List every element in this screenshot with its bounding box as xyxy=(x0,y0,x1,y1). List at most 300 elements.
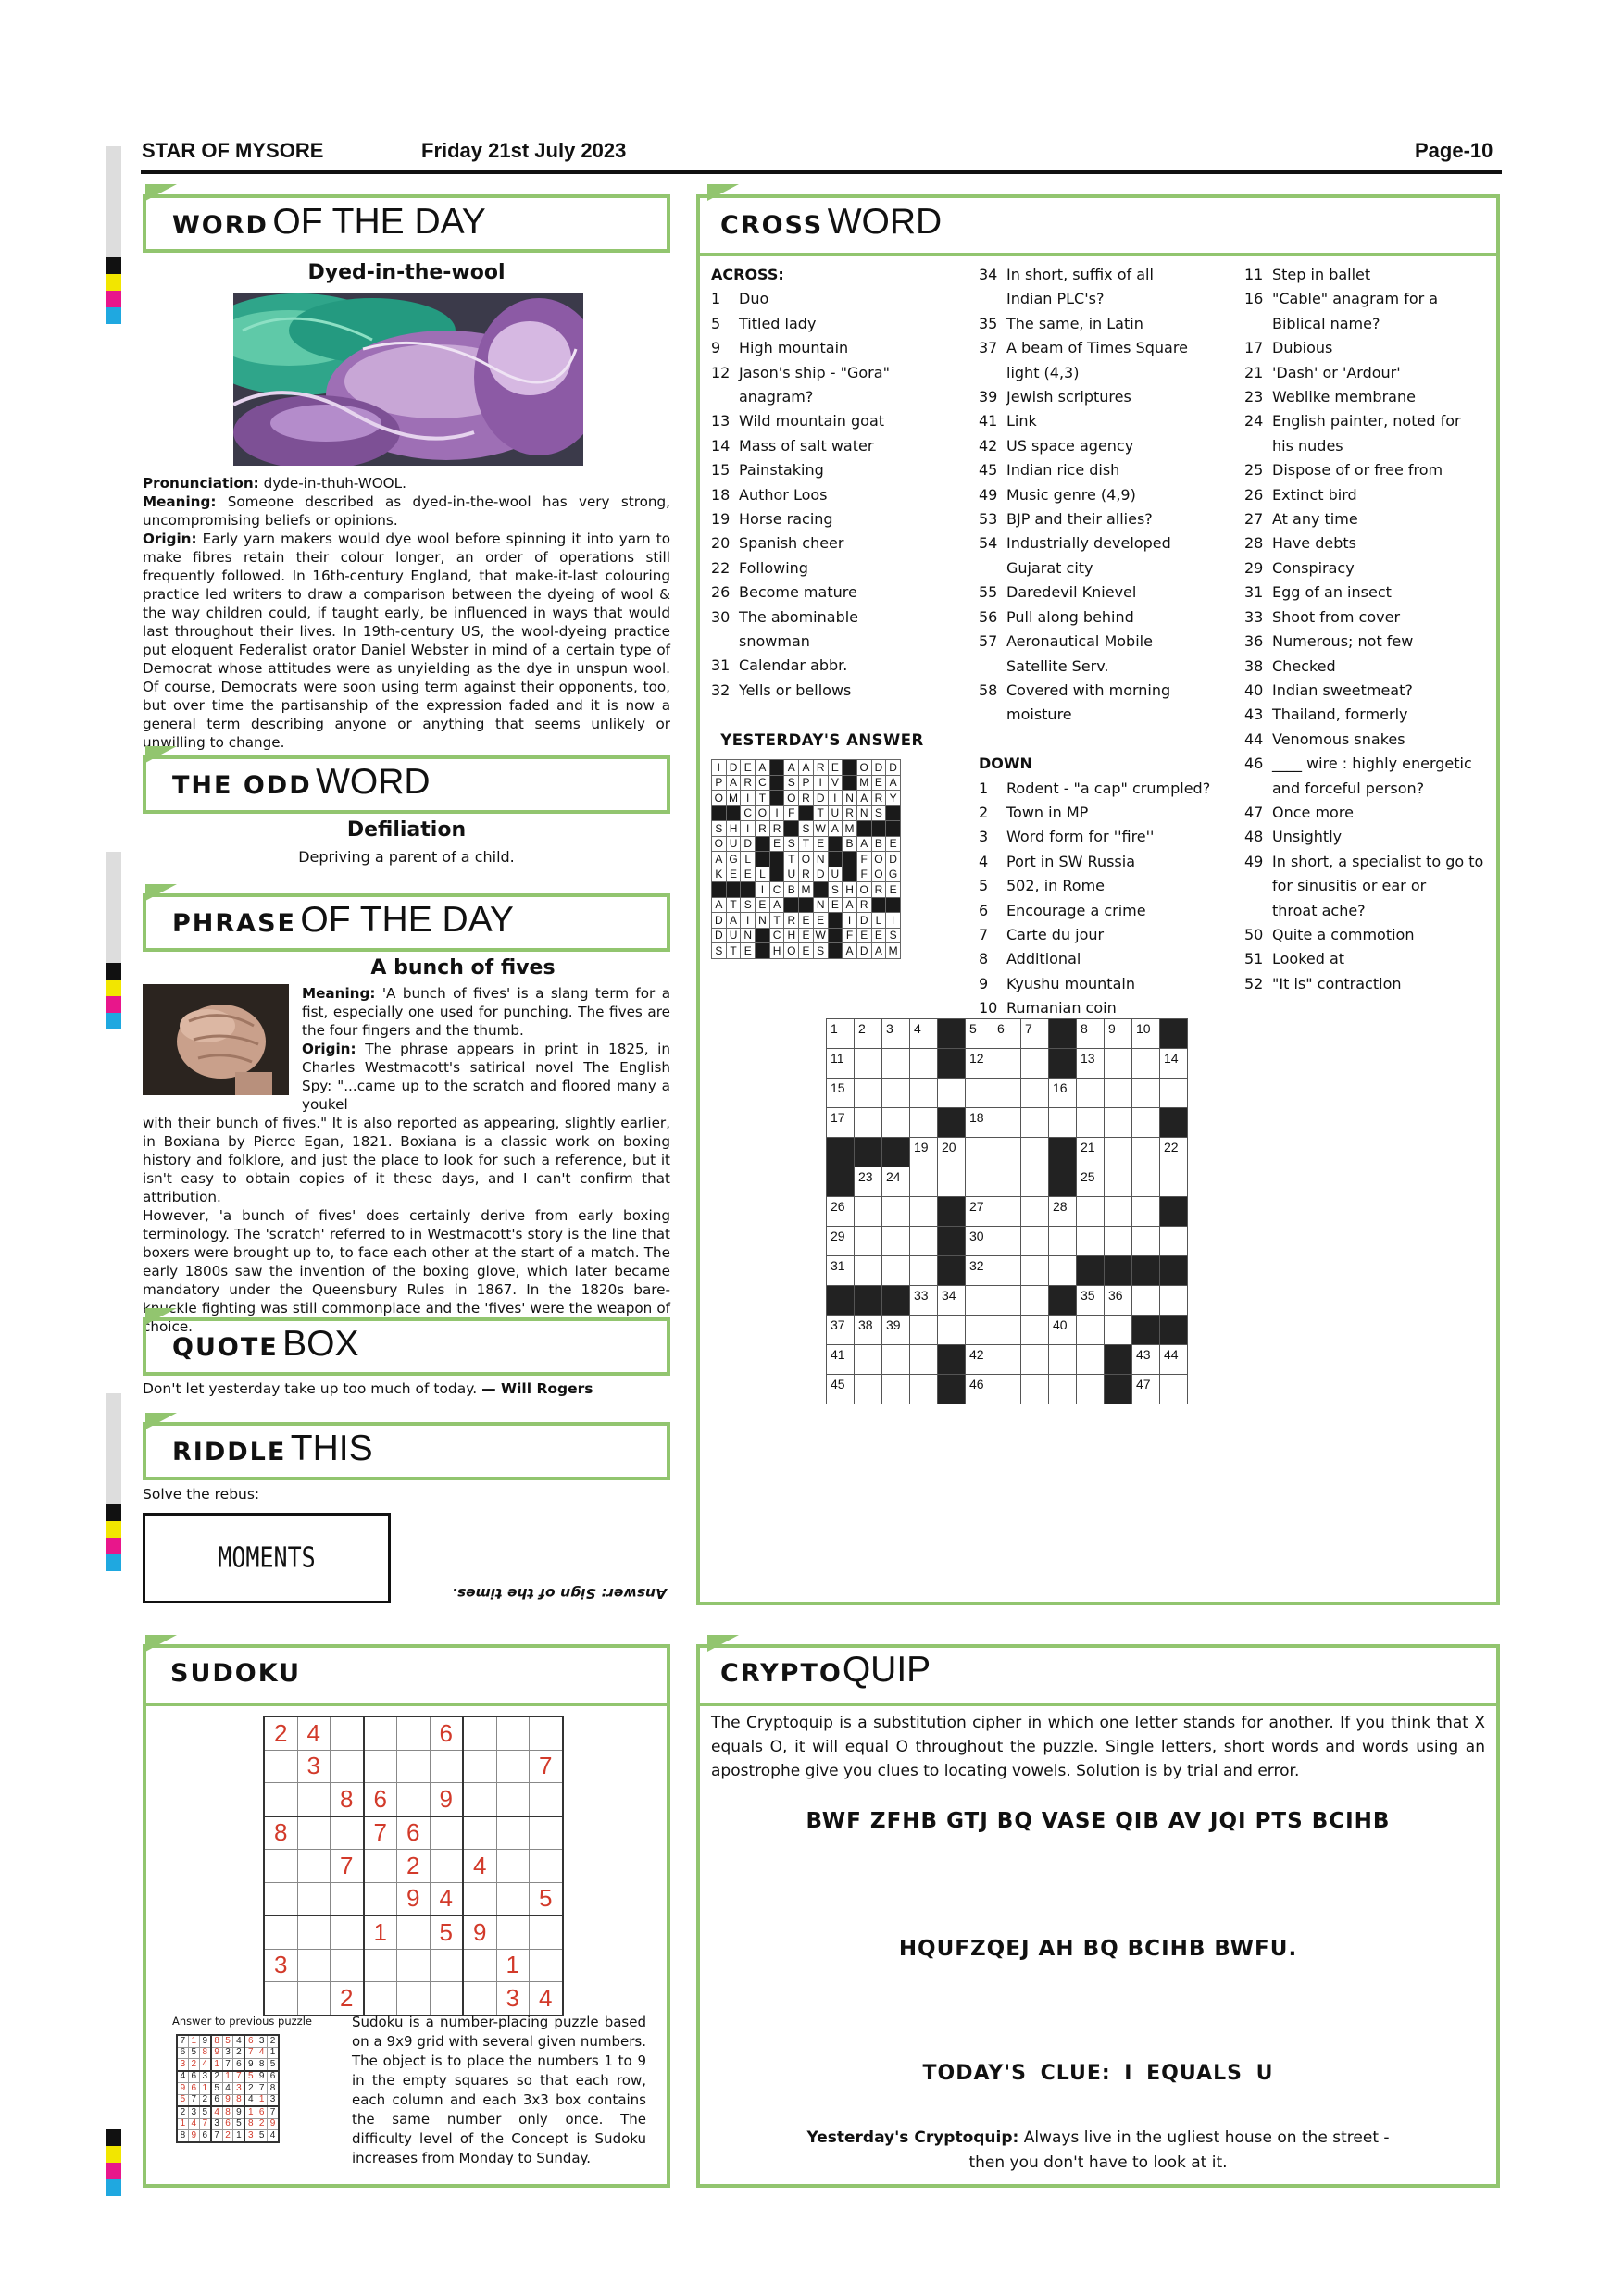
crossword-cell[interactable] xyxy=(993,1316,1021,1345)
crossword-cell[interactable] xyxy=(966,1049,993,1079)
crossword-cell[interactable] xyxy=(938,1316,966,1345)
yesterday-letter-cell: U xyxy=(726,928,741,943)
crossword-cell[interactable] xyxy=(966,1227,993,1256)
clue-number: 10 xyxy=(979,999,998,1017)
crossword-cell[interactable] xyxy=(855,1019,882,1049)
clue-text: Industrially developed xyxy=(1006,534,1171,553)
sudoku-empty-cell[interactable] xyxy=(430,1750,463,1783)
across-clue xyxy=(979,312,1229,336)
sudoku-empty-cell[interactable] xyxy=(496,1716,530,1750)
crossword-cell[interactable] xyxy=(1077,1019,1105,1049)
crossword-cell[interactable] xyxy=(1132,1375,1160,1404)
crossword-cell[interactable] xyxy=(827,1345,855,1375)
crossword-cell[interactable] xyxy=(1077,1138,1105,1167)
crossword-cell[interactable] xyxy=(1021,1167,1049,1197)
rebus-word: MOMENTS xyxy=(218,1541,316,1574)
crossword-cell[interactable] xyxy=(1105,1138,1132,1167)
crossword-cell[interactable] xyxy=(882,1256,910,1286)
down-clue xyxy=(1244,336,1487,360)
yesterday-black-cell xyxy=(741,882,756,898)
crossword-cell[interactable] xyxy=(1021,1256,1049,1286)
sudoku-empty-cell[interactable] xyxy=(297,1915,331,1949)
yesterday-black-cell xyxy=(799,805,814,821)
crossword-black-cell xyxy=(827,1167,855,1197)
sudoku-grid[interactable] xyxy=(263,1716,564,2016)
crossword-black-cell xyxy=(827,1286,855,1316)
crossword-cell[interactable] xyxy=(1049,1079,1077,1108)
crossword-cell[interactable] xyxy=(910,1256,938,1286)
crossword-cell[interactable] xyxy=(855,1345,882,1375)
crossword-cell[interactable] xyxy=(855,1108,882,1138)
sudoku-empty-cell[interactable] xyxy=(331,1716,364,1750)
sudoku-empty-cell[interactable] xyxy=(331,1816,364,1850)
sudoku-empty-cell[interactable] xyxy=(530,1949,563,1982)
clue-text: 502, in Rome xyxy=(1006,877,1105,895)
yesterday-letter-cell: R xyxy=(756,821,770,837)
crossword-cell[interactable] xyxy=(1049,1197,1077,1227)
crossword-cell[interactable] xyxy=(966,1079,993,1108)
sudoku-empty-cell[interactable] xyxy=(530,1716,563,1750)
sudoku-empty-cell[interactable] xyxy=(397,1716,431,1750)
crossword-cell[interactable] xyxy=(910,1167,938,1197)
crossword-cell[interactable] xyxy=(910,1345,938,1375)
sudoku-empty-cell[interactable] xyxy=(463,1949,496,1982)
sudoku-empty-cell[interactable] xyxy=(463,1716,496,1750)
crossword-cell[interactable] xyxy=(1105,1227,1132,1256)
crossword-cell[interactable] xyxy=(1132,1108,1160,1138)
crossword-cell[interactable] xyxy=(966,1167,993,1197)
yesterday-letter-cell: A xyxy=(726,913,741,929)
crossword-cell[interactable] xyxy=(1160,1286,1188,1316)
sudoku-empty-cell[interactable] xyxy=(496,1850,530,1883)
crossword-cell[interactable] xyxy=(855,1049,882,1079)
crossword-cell[interactable] xyxy=(1077,1375,1105,1404)
sudoku-empty-cell[interactable] xyxy=(463,1783,496,1816)
prev-sudoku-cell: 2 xyxy=(211,2071,222,2083)
sudoku-empty-cell[interactable] xyxy=(496,1882,530,1915)
crossword-cell[interactable] xyxy=(1132,1079,1160,1108)
crossword-cell[interactable] xyxy=(910,1286,938,1316)
sudoku-empty-cell[interactable] xyxy=(297,1850,331,1883)
crossword-cell[interactable] xyxy=(827,1079,855,1108)
cryptoquip-header-divider xyxy=(696,1703,1500,1706)
yesterday-letter-cell: S xyxy=(712,943,727,959)
crossword-cell[interactable] xyxy=(1021,1108,1049,1138)
crossword-cell[interactable] xyxy=(1049,1375,1077,1404)
crossword-black-cell xyxy=(1160,1197,1188,1227)
cryptoquip-title: CRYPTOQUIP xyxy=(720,1650,931,1690)
crossword-cell[interactable] xyxy=(966,1256,993,1286)
crossword-cell[interactable] xyxy=(966,1108,993,1138)
sudoku-header-divider xyxy=(143,1703,670,1706)
yesterday-black-cell xyxy=(843,775,857,791)
crossword-cell[interactable] xyxy=(1132,1138,1160,1167)
crossword-cell[interactable] xyxy=(827,1375,855,1404)
crossword-cell[interactable] xyxy=(1160,1227,1188,1256)
crossword-cell[interactable] xyxy=(966,1197,993,1227)
clue-number: 55 xyxy=(979,583,998,602)
yesterday-letter-cell: S xyxy=(871,805,886,821)
across-clue xyxy=(711,312,933,336)
crossword-cell[interactable] xyxy=(1105,1197,1132,1227)
sudoku-empty-cell[interactable] xyxy=(463,1982,496,2015)
yesterday-black-cell xyxy=(828,836,843,852)
across-clue xyxy=(979,458,1229,482)
crossword-cell[interactable] xyxy=(1049,1227,1077,1256)
crossword-cell[interactable] xyxy=(827,1019,855,1049)
sudoku-empty-cell[interactable] xyxy=(496,1750,530,1783)
crossword-cell[interactable] xyxy=(1049,1256,1077,1286)
clue-number xyxy=(979,287,1006,311)
prev-sudoku-cell: 9 xyxy=(211,2047,222,2059)
sudoku-empty-cell[interactable] xyxy=(530,1850,563,1883)
yesterday-black-cell xyxy=(756,836,770,852)
crossword-cell[interactable] xyxy=(1132,1167,1160,1197)
crossword-cell[interactable] xyxy=(882,1345,910,1375)
clue-number: 53 xyxy=(979,510,998,529)
crossword-cell[interactable] xyxy=(938,1138,966,1167)
crossword-cell[interactable] xyxy=(1077,1197,1105,1227)
crossword-cell[interactable] xyxy=(993,1256,1021,1286)
clue-text: snowman xyxy=(739,632,810,651)
sudoku-empty-cell[interactable] xyxy=(397,1982,431,2015)
sudoku-empty-cell[interactable] xyxy=(430,1816,463,1850)
prev-sudoku-cell: 3 xyxy=(199,2071,210,2083)
sudoku-empty-cell[interactable] xyxy=(331,1915,364,1949)
clue-text: Unsightly xyxy=(1272,828,1343,846)
down-clue xyxy=(979,777,1229,801)
crossword-grid[interactable] xyxy=(826,1018,1188,1404)
clue-number: 48 xyxy=(1244,828,1264,846)
crossword-cell[interactable] xyxy=(1077,1345,1105,1375)
sudoku-empty-cell[interactable] xyxy=(297,1816,331,1850)
crossword-cell[interactable] xyxy=(910,1375,938,1404)
sudoku-empty-cell[interactable] xyxy=(430,1850,463,1883)
sudoku-empty-cell[interactable] xyxy=(264,1783,297,1816)
crossword-cell[interactable] xyxy=(1105,1019,1132,1049)
clue-text: Jewish scriptures xyxy=(1006,388,1131,406)
sudoku-empty-cell[interactable] xyxy=(264,1850,297,1883)
sudoku-empty-cell[interactable] xyxy=(331,1750,364,1783)
crossword-cell[interactable] xyxy=(882,1316,910,1345)
crossword-cell[interactable] xyxy=(1160,1049,1188,1079)
crossword-cell[interactable] xyxy=(855,1375,882,1404)
down-clue xyxy=(1244,947,1487,971)
crossword-cell[interactable] xyxy=(827,1049,855,1079)
sudoku-empty-cell[interactable] xyxy=(397,1750,431,1783)
crossword-cell[interactable] xyxy=(882,1108,910,1138)
yesterday-letter-cell: U xyxy=(726,836,741,852)
crossword-cell-number: 14 xyxy=(1164,1051,1179,1066)
crossword-cell[interactable] xyxy=(910,1197,938,1227)
yesterday-black-cell xyxy=(784,821,799,837)
sudoku-empty-cell[interactable] xyxy=(297,1783,331,1816)
down-clue xyxy=(979,996,1229,1020)
prev-sudoku-cell: 3 xyxy=(211,2118,222,2130)
down-clue xyxy=(1244,899,1487,923)
crossword-cell[interactable] xyxy=(1160,1079,1188,1108)
crossword-cell[interactable] xyxy=(1021,1227,1049,1256)
clue-number: 39 xyxy=(979,388,998,406)
yesterday-black-cell xyxy=(886,805,901,821)
crossword-cell[interactable] xyxy=(1021,1049,1049,1079)
yesterday-letter-cell: C xyxy=(769,928,784,943)
crossword-cell[interactable] xyxy=(1049,1345,1077,1375)
prev-sudoku-cell: 3 xyxy=(268,2094,279,2106)
clue-number: 46 xyxy=(1244,755,1264,773)
crossword-cell[interactable] xyxy=(1132,1049,1160,1079)
down-clue xyxy=(1244,385,1487,409)
crossword-cell[interactable] xyxy=(910,1227,938,1256)
crossword-cell[interactable] xyxy=(1105,1167,1132,1197)
crossword-cell-number: 13 xyxy=(1081,1051,1095,1066)
crossword-cell[interactable] xyxy=(1021,1197,1049,1227)
crossword-cell[interactable] xyxy=(966,1375,993,1404)
crossword-cell[interactable] xyxy=(882,1019,910,1049)
sudoku-empty-cell[interactable] xyxy=(264,1915,297,1949)
clue-text: US space agency xyxy=(1006,436,1134,455)
crossword-cell[interactable] xyxy=(855,1227,882,1256)
crossword-cell[interactable] xyxy=(855,1079,882,1108)
crossword-cell[interactable] xyxy=(1160,1345,1188,1375)
crossword-cell[interactable] xyxy=(1105,1108,1132,1138)
crossword-cell[interactable] xyxy=(993,1019,1021,1049)
clue-number: 58 xyxy=(979,680,998,699)
crossword-cell[interactable] xyxy=(1077,1316,1105,1345)
header-rule xyxy=(141,170,1502,174)
yarn-photo xyxy=(233,293,583,466)
crossword-cell[interactable] xyxy=(1049,1316,1077,1345)
sudoku-empty-cell[interactable] xyxy=(496,1783,530,1816)
clue-number: 34 xyxy=(979,266,998,283)
yesterday-letter-cell: L xyxy=(871,913,886,929)
crossword-cell-number: 10 xyxy=(1136,1021,1151,1036)
phrase-body: Meaning: 'A bunch of fives' is a slang term for a fist, especially one used for punching. The fives are the four fingers and the thumb. Origin: The phrase appears in print in 1825, in Charles Westmacott's satirical novel The English Spy: "...came up to the scratch and floored many a youkel with their bunch of fives." It is also reported as appearing, slightly earlier, in Boxiana by Pierce Egan, 1821. Boxiana is a classic work on boxing history and folklore, and just the place to look for such a reference, but it isn't easy to obtain copies of it these days, and I can't confirm that attribution. However, 'a bunch of fives' does certainly derive from early boxing terminology. The 'scratch' referred to in Westmacott's story is the line that boxers were brought up to, to face each other at the start of a match. The early 1800s saw the invention of the boxing glove, which later became mandatory under the Queensbury Rules in 1867. In the 1820s bare-knuckle fighting was still commonplace and the 'fives' were the weapon of choice. xyxy=(143,985,671,1335)
crossword-cell[interactable] xyxy=(1077,1167,1105,1197)
crossword-cell[interactable] xyxy=(966,1286,993,1316)
sudoku-empty-cell[interactable] xyxy=(364,1949,397,1982)
prev-sudoku-cell: 6 xyxy=(256,2106,268,2118)
sudoku-empty-cell[interactable] xyxy=(496,1915,530,1949)
crossword-cell[interactable] xyxy=(1021,1079,1049,1108)
registration-strip-mid xyxy=(106,852,121,963)
sudoku-empty-cell[interactable] xyxy=(430,1949,463,1982)
sudoku-empty-cell[interactable] xyxy=(364,1750,397,1783)
sudoku-empty-cell[interactable] xyxy=(331,1882,364,1915)
sudoku-empty-cell[interactable] xyxy=(331,1949,364,1982)
sudoku-empty-cell[interactable] xyxy=(463,1816,496,1850)
sudoku-empty-cell[interactable] xyxy=(496,1816,530,1850)
sudoku-empty-cell[interactable] xyxy=(264,1982,297,2015)
sudoku-given-cell: 4 xyxy=(463,1850,496,1883)
sudoku-empty-cell[interactable] xyxy=(397,1915,431,1949)
crossword-cell[interactable] xyxy=(993,1049,1021,1079)
crossword-cell[interactable] xyxy=(1021,1316,1049,1345)
crossword-cell[interactable] xyxy=(882,1197,910,1227)
crossword-cell[interactable] xyxy=(882,1079,910,1108)
crossword-cell[interactable] xyxy=(993,1079,1021,1108)
yesterday-letter-cell: A xyxy=(756,760,770,776)
sudoku-empty-cell[interactable] xyxy=(364,1882,397,1915)
crossword-cell[interactable] xyxy=(910,1316,938,1345)
crossword-cell[interactable] xyxy=(1105,1079,1132,1108)
sudoku-description: Sudoku is a number-placing puzzle based on a 9x9 grid with several given numbers. The object is to place the numbers 1 to 9 in the empty squares so that each row, each column and each 3x3 box contains the same number only once. The difficulty level of the Concept is Sudoku increases from Monday to Sunday. xyxy=(352,2014,646,2166)
crossword-cell[interactable] xyxy=(827,1256,855,1286)
crossword-cell[interactable] xyxy=(1132,1345,1160,1375)
registration-strip-top xyxy=(106,146,121,257)
crossword-cell[interactable] xyxy=(993,1108,1021,1138)
sudoku-given-cell: 7 xyxy=(364,1816,397,1850)
sudoku-given-cell: 5 xyxy=(530,1882,563,1915)
crossword-black-cell xyxy=(938,1049,966,1079)
prev-sudoku-cell: 9 xyxy=(199,2035,210,2047)
crossword-cell[interactable] xyxy=(882,1049,910,1079)
crossword-cell-number: 1 xyxy=(831,1021,838,1036)
crossword-cell[interactable] xyxy=(993,1345,1021,1375)
sudoku-empty-cell[interactable] xyxy=(530,1816,563,1850)
sudoku-empty-cell[interactable] xyxy=(364,1982,397,2015)
down-clue xyxy=(1244,972,1487,996)
crossword-cell[interactable] xyxy=(910,1138,938,1167)
sudoku-given-cell: 3 xyxy=(264,1949,297,1982)
down-clue xyxy=(979,923,1229,947)
crossword-cell[interactable] xyxy=(1132,1286,1160,1316)
sudoku-empty-cell[interactable] xyxy=(264,1750,297,1783)
sudoku-empty-cell[interactable] xyxy=(530,1915,563,1949)
crossword-cell[interactable] xyxy=(855,1256,882,1286)
crossword-cell[interactable] xyxy=(1021,1019,1049,1049)
crossword-cell[interactable] xyxy=(993,1138,1021,1167)
crossword-cell[interactable] xyxy=(966,1138,993,1167)
crossword-cell[interactable] xyxy=(966,1019,993,1049)
crossword-cell[interactable] xyxy=(1160,1138,1188,1167)
crossword-cell[interactable] xyxy=(1049,1108,1077,1138)
crossword-cell[interactable] xyxy=(855,1167,882,1197)
yesterday-letter-cell: I xyxy=(741,791,756,806)
crossword-cell[interactable] xyxy=(993,1197,1021,1227)
crossword-cell[interactable] xyxy=(1021,1286,1049,1316)
clue-number: 16 xyxy=(1244,290,1264,308)
crossword-cell[interactable] xyxy=(1077,1049,1105,1079)
down-clue xyxy=(1244,703,1487,727)
crossword-cell[interactable] xyxy=(827,1108,855,1138)
crossword-cell[interactable] xyxy=(938,1167,966,1197)
crossword-cell-number: 5 xyxy=(969,1021,977,1036)
clue-number: 29 xyxy=(1244,558,1264,577)
crossword-cell-number: 27 xyxy=(969,1199,984,1214)
sudoku-empty-cell[interactable] xyxy=(264,1882,297,1915)
crossword-cell[interactable] xyxy=(938,1079,966,1108)
crossword-cell[interactable] xyxy=(910,1049,938,1079)
yesterday-letter-cell: O xyxy=(799,852,814,867)
clue-text: "Cable" anagram for a xyxy=(1272,290,1439,308)
crossword-cell[interactable] xyxy=(1105,1049,1132,1079)
crossword-cell[interactable] xyxy=(827,1316,855,1345)
sudoku-empty-cell[interactable] xyxy=(530,1783,563,1816)
crossword-cell[interactable] xyxy=(1105,1286,1132,1316)
crossword-cell[interactable] xyxy=(938,1286,966,1316)
yesterday-letter-cell: D xyxy=(886,760,901,776)
crossword-cell[interactable] xyxy=(1021,1345,1049,1375)
crossword-cell[interactable] xyxy=(1077,1079,1105,1108)
clue-text: Once more xyxy=(1272,803,1354,821)
sudoku-empty-cell[interactable] xyxy=(463,1750,496,1783)
crossword-cell[interactable] xyxy=(882,1227,910,1256)
sudoku-empty-cell[interactable] xyxy=(430,1982,463,2015)
crossword-cell[interactable] xyxy=(993,1227,1021,1256)
word-of-day-title: WORD OF THE DAY xyxy=(172,202,486,242)
crossword-cell[interactable] xyxy=(966,1345,993,1375)
crossword-cell[interactable] xyxy=(827,1227,855,1256)
down-clue xyxy=(1244,556,1487,580)
crossword-cell[interactable] xyxy=(882,1375,910,1404)
crossword-cell[interactable] xyxy=(910,1019,938,1049)
sudoku-empty-cell[interactable] xyxy=(397,1949,431,1982)
crossword-cell[interactable] xyxy=(882,1167,910,1197)
prev-sudoku-cell: 5 xyxy=(222,2035,233,2047)
odd-word-meaning: Depriving a parent of a child. xyxy=(298,848,515,866)
down-clue xyxy=(1244,434,1487,458)
crossword-cell[interactable] xyxy=(1105,1316,1132,1345)
crossword-cell[interactable] xyxy=(1132,1197,1160,1227)
sudoku-empty-cell[interactable] xyxy=(297,1982,331,2015)
prev-sudoku-cell: 7 xyxy=(233,2071,244,2083)
yesterday-letter-cell: T xyxy=(799,836,814,852)
crossword-cell[interactable] xyxy=(855,1316,882,1345)
crossword-cell[interactable] xyxy=(1160,1167,1188,1197)
sudoku-empty-cell[interactable] xyxy=(297,1949,331,1982)
crossword-cell-number: 22 xyxy=(1164,1140,1179,1154)
across-clue xyxy=(711,361,933,385)
crossword-cell[interactable] xyxy=(1021,1375,1049,1404)
prev-sudoku-cell: 6 xyxy=(188,2071,199,2083)
crossword-cell[interactable] xyxy=(1160,1375,1188,1404)
crossword-cell[interactable] xyxy=(827,1197,855,1227)
crossword-cell[interactable] xyxy=(993,1375,1021,1404)
across-clue xyxy=(979,409,1229,433)
crossword-cell[interactable] xyxy=(1077,1227,1105,1256)
crossword-cell[interactable] xyxy=(1077,1286,1105,1316)
clue-number: 15 xyxy=(711,461,731,480)
clue-text: Aeronautical Mobile xyxy=(1006,632,1153,651)
across-clue xyxy=(979,361,1229,385)
cryptoquip-intro: The Cryptoquip is a substitution cipher in which one letter stands for another. If you think that X equals O, it will equal O throughout the puzzle. Single letters, short words and words using an apostrophe give you clues to locating vowels. Solution is by trial and error. xyxy=(711,1714,1485,1780)
crossword-cell-number: 46 xyxy=(969,1377,984,1391)
crossword-cell[interactable] xyxy=(1021,1138,1049,1167)
clue-text: Have debts xyxy=(1272,534,1356,553)
crossword-cell[interactable] xyxy=(1132,1019,1160,1049)
crossword-cell[interactable] xyxy=(1132,1227,1160,1256)
yesterday-letter-cell: E xyxy=(799,928,814,943)
yesterday-letter-cell: R xyxy=(856,897,871,913)
registration-strip-low-colors xyxy=(106,1504,121,1571)
crossword-cell[interactable] xyxy=(910,1079,938,1108)
crossword-cell[interactable] xyxy=(855,1197,882,1227)
sudoku-empty-cell[interactable] xyxy=(364,1850,397,1883)
sudoku-given-cell: 6 xyxy=(397,1816,431,1850)
sudoku-empty-cell[interactable] xyxy=(463,1882,496,1915)
sudoku-empty-cell[interactable] xyxy=(297,1882,331,1915)
crossword-cell[interactable] xyxy=(993,1167,1021,1197)
crossword-cell-number: 4 xyxy=(914,1021,921,1036)
sudoku-empty-cell[interactable] xyxy=(397,1783,431,1816)
crossword-cell[interactable] xyxy=(966,1316,993,1345)
crossword-cell[interactable] xyxy=(993,1286,1021,1316)
sudoku-empty-cell[interactable] xyxy=(364,1716,397,1750)
issue-date: Friday 21st July 2023 xyxy=(421,139,627,162)
crossword-cell[interactable] xyxy=(910,1108,938,1138)
crossword-cell[interactable] xyxy=(1077,1108,1105,1138)
